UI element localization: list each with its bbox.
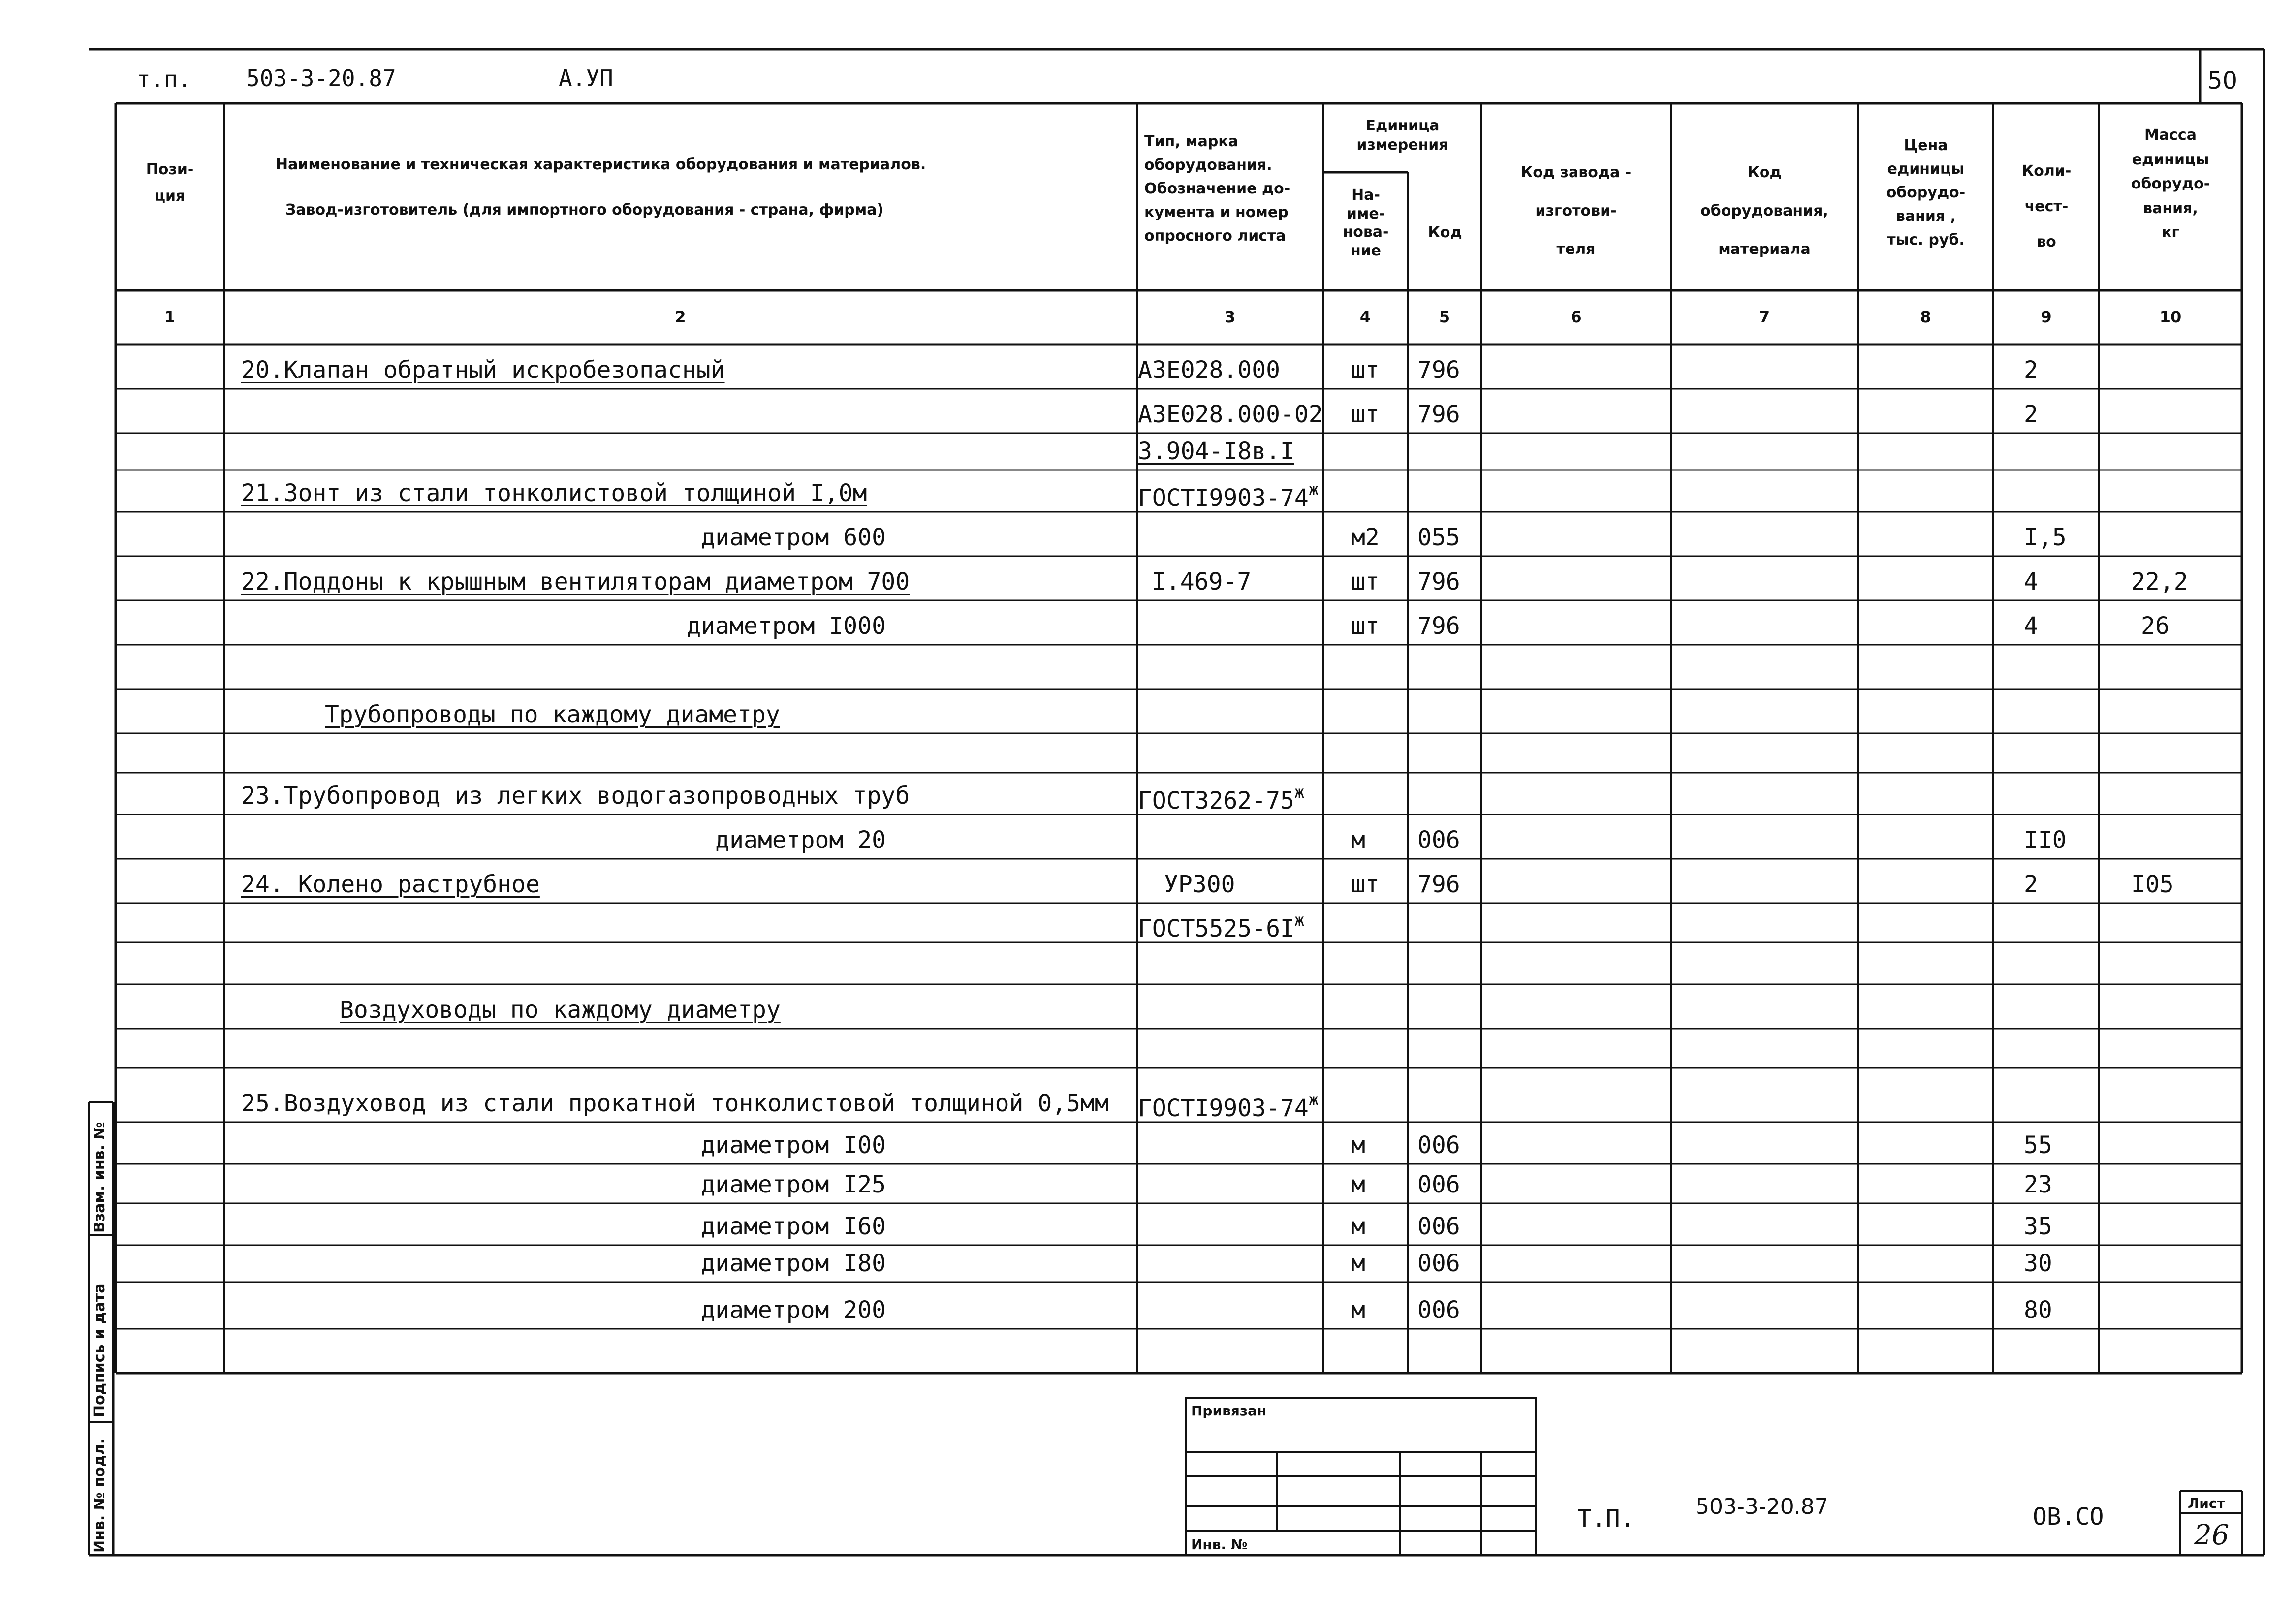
quantity: 2	[2024, 401, 2038, 428]
col2-header-line2: Завод-изготовитель (для импортного оборудования - страна, фирма)	[285, 201, 884, 219]
col3-header-line: опросного листа	[1144, 227, 1286, 245]
item-type	[1152, 570, 1251, 594]
col8-header-line: тыс. руб.	[1887, 231, 1965, 249]
unit-name: шт	[1351, 401, 1380, 428]
col4-header-line: нова-	[1343, 223, 1389, 241]
col4-header	[1324, 186, 1408, 260]
unit-name: шт	[1351, 568, 1380, 596]
item-name: 23.Трубопровод из легких водогазопроводных труб	[241, 782, 910, 810]
item-name: диаметром 600	[701, 524, 886, 551]
quantity: 80	[2024, 1296, 2052, 1324]
col3-header	[1144, 130, 1290, 248]
side-label-orig-inv: Инв. № подл.	[91, 1438, 108, 1553]
item-type-text: АЗЕ028.000	[1138, 356, 1280, 384]
unit-code: 006	[1417, 1171, 1460, 1198]
item-type	[1138, 784, 1304, 813]
unit-name: шт	[1351, 612, 1380, 640]
item-type-text: I.469-7	[1152, 568, 1252, 596]
item-type	[1138, 481, 1319, 510]
item-name: диаметром 200	[701, 1296, 886, 1324]
col7-header-line: Код	[1747, 164, 1782, 181]
col7-header	[1672, 154, 1857, 269]
doc-number: 503-3-20.87	[246, 65, 396, 92]
col8-header-line: единицы	[1887, 160, 1965, 178]
col7-header-line: оборудования,	[1700, 202, 1828, 219]
item-name: диаметром I25	[701, 1171, 886, 1198]
unit-name: м	[1351, 1250, 1365, 1277]
col10-header-line: оборудо-	[2131, 175, 2210, 192]
item-type-text: ГОСТI9903-74	[1138, 1095, 1309, 1122]
item-type-text: ГОСТ3262-75	[1138, 787, 1294, 815]
unit-name: м	[1351, 1171, 1365, 1198]
item-type	[1138, 358, 1280, 382]
unit-name: м	[1351, 1213, 1365, 1240]
stamp-prefix: Т.П.	[1577, 1505, 1635, 1533]
album-label: А.УП	[559, 65, 613, 92]
col-number: 4	[1359, 308, 1371, 326]
col9-header-line: чест-	[2024, 198, 2069, 215]
item-type-text: 3.904-I8в.I	[1138, 438, 1294, 465]
quantity: I,5	[2024, 524, 2067, 551]
col-number: 8	[1920, 308, 1931, 326]
quantity: 2	[2024, 356, 2038, 384]
unit-name: м	[1351, 826, 1365, 854]
unit-code: 006	[1417, 1250, 1460, 1277]
col4-header-line: На-	[1352, 187, 1380, 204]
col7-header-line: материала	[1718, 241, 1811, 258]
unit-code: 796	[1417, 871, 1460, 898]
item-type-text: ГОСТI9903-74	[1138, 484, 1309, 512]
item-type-mark: ж	[1308, 1090, 1319, 1110]
unit-group-header-line: Единица	[1365, 117, 1440, 134]
item-type	[1138, 439, 1294, 463]
col4-header-line: име-	[1346, 205, 1385, 222]
quantity: 55	[2024, 1131, 2052, 1159]
unit-name: м	[1351, 1131, 1365, 1159]
item-type-text: АЗЕ028.000-02	[1138, 401, 1323, 428]
stamp-doc-number: 503-3-20.87	[1696, 1494, 1828, 1519]
stamp-sheet-label: Лист	[2188, 1495, 2225, 1511]
col8-header-line: вания ,	[1895, 208, 1956, 225]
item-name: диаметром 20	[715, 826, 886, 854]
unit-code: 796	[1417, 401, 1460, 428]
col10-header-line: Масса	[2144, 126, 2197, 144]
unit-code: 006	[1417, 826, 1460, 854]
col-number: 1	[164, 308, 176, 326]
col6-header-line: изготови-	[1535, 202, 1617, 219]
col8-header-line: оборудо-	[1886, 184, 1966, 201]
col10-header	[2100, 123, 2241, 245]
col6-header	[1482, 154, 1669, 269]
unit-group-header-line: измерения	[1356, 136, 1448, 154]
quantity: 23	[2024, 1171, 2052, 1198]
unit-name: м	[1351, 1296, 1365, 1324]
col8-header-line: Цена	[1904, 137, 1948, 154]
col-number: 6	[1571, 308, 1582, 326]
quantity: 2	[2024, 871, 2038, 898]
item-name: 22.Поддоны к крышным вентиляторам диаметром 700	[241, 568, 910, 596]
col2-header-line1: Наименование и техническая характеристика оборудования и материалов.	[276, 156, 926, 173]
unit-code: 055	[1417, 524, 1460, 551]
quantity: 30	[2024, 1250, 2052, 1277]
col3-header-line: оборудования.	[1144, 157, 1272, 174]
quantity: 35	[2024, 1213, 2052, 1240]
item-name: диаметром I80	[701, 1250, 886, 1277]
quantity: 4	[2024, 568, 2038, 596]
col5-header: Код	[1428, 224, 1462, 241]
stamp-inv-label: Инв. №	[1191, 1536, 1248, 1553]
stamp-sheet-number: 26	[2194, 1519, 2230, 1551]
unit-code: 796	[1417, 568, 1460, 596]
col1-header	[118, 162, 221, 204]
col10-header-line: кг	[2161, 224, 2180, 241]
col10-header-line: единицы	[2132, 151, 2209, 168]
page-number: 50	[2207, 67, 2238, 94]
item-type-mark: ж	[1294, 910, 1305, 930]
col1-header-line: ция	[154, 188, 186, 205]
item-type	[1138, 1092, 1319, 1120]
col-number: 7	[1759, 308, 1770, 326]
item-name: 25.Воздуховод из стали прокатной тонколистовой толщиной 0,5мм	[241, 1090, 1109, 1117]
unit-mass: I05	[2131, 871, 2174, 898]
side-label-replaced-inv: Взам. инв. №	[91, 1122, 108, 1233]
col9-header	[1994, 154, 2099, 260]
unit-name: шт	[1351, 871, 1380, 898]
col9-header-line: во	[2037, 233, 2056, 251]
col-number: 9	[2041, 308, 2052, 326]
col-number: 10	[2159, 308, 2182, 326]
stamp-attached-label: Привязан	[1191, 1403, 1267, 1419]
col9-header-line: Коли-	[2021, 162, 2072, 180]
item-name: 24. Колено раструбное	[241, 871, 540, 898]
item-type	[1164, 873, 1235, 896]
section-heading: Воздуховоды по каждому диаметру	[340, 996, 781, 1024]
item-type	[1138, 403, 1323, 426]
col-number: 3	[1224, 308, 1236, 326]
unit-code: 006	[1417, 1213, 1460, 1240]
item-name: диаметром I00	[701, 1131, 886, 1159]
unit-code: 006	[1417, 1131, 1460, 1159]
item-type-mark: ж	[1294, 783, 1305, 802]
quantity: 4	[2024, 612, 2038, 640]
col3-header-line: кумента и номер	[1144, 204, 1289, 221]
unit-mass: 26	[2141, 612, 2170, 640]
stamp-code: ОВ.СО	[2033, 1503, 2104, 1531]
col6-header-line: Код завода -	[1520, 164, 1632, 181]
item-type-text: УР300	[1164, 871, 1235, 898]
item-name: 20.Клапан обратный искробезопасный	[241, 356, 725, 384]
col-number: 5	[1439, 308, 1450, 326]
section-heading: Трубопроводы по каждому диаметру	[325, 701, 780, 728]
col3-header-line: Тип, марка	[1144, 133, 1238, 150]
col1-header-line: Пози-	[146, 161, 194, 178]
item-type-text: ГОСТ5525-6I	[1138, 915, 1294, 942]
unit-code: 796	[1417, 356, 1460, 384]
side-label-signature-date: Подпись и дата	[91, 1283, 108, 1417]
quantity: II0	[2024, 826, 2067, 854]
col4-header-line: ние	[1350, 242, 1382, 259]
unit-group-header	[1325, 116, 1480, 155]
unit-mass: 22,2	[2131, 568, 2188, 596]
unit-name: м2	[1351, 524, 1380, 551]
item-type-mark: ж	[1308, 480, 1319, 500]
col6-header-line: теля	[1556, 241, 1596, 258]
unit-code: 006	[1417, 1296, 1460, 1324]
item-type	[1138, 912, 1304, 941]
item-name: диаметром I000	[687, 612, 886, 640]
col3-header-line: Обозначение до-	[1144, 180, 1290, 197]
doc-prefix: т.п.	[137, 66, 191, 93]
col-number: 2	[675, 308, 686, 326]
col8-header	[1859, 134, 1993, 252]
item-name: диаметром I60	[701, 1213, 886, 1240]
item-name: 21.Зонт из стали тонколистовой толщиной I,0м	[241, 479, 867, 507]
unit-code: 796	[1417, 612, 1460, 640]
unit-name: шт	[1351, 356, 1380, 384]
col10-header-line: вания,	[2143, 199, 2198, 217]
